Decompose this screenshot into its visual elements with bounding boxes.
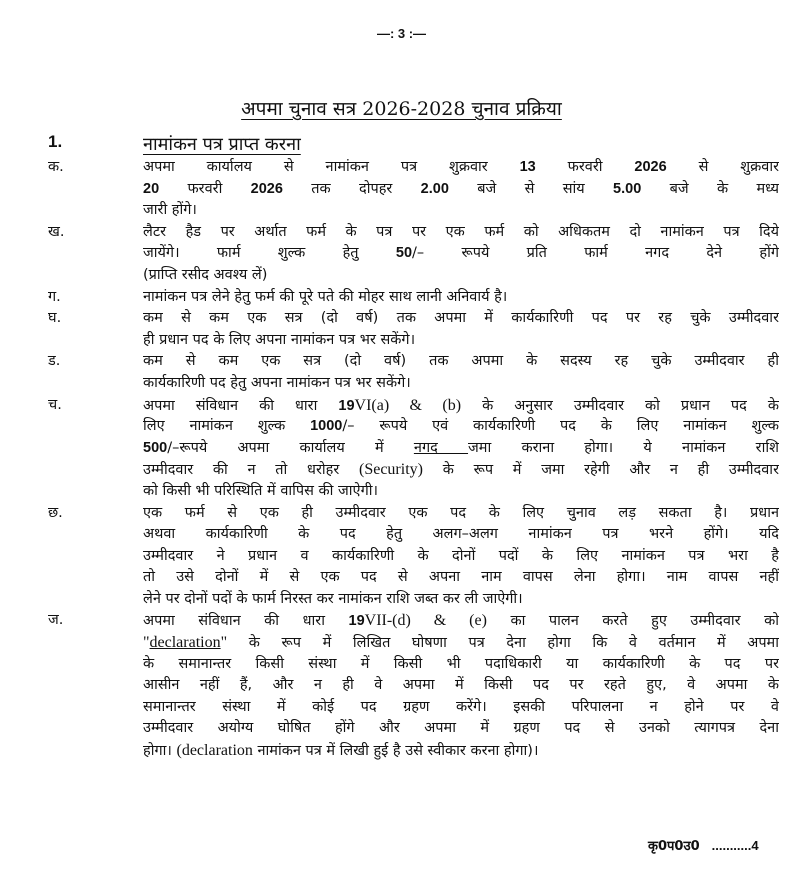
document-title xyxy=(0,95,803,121)
number-segment: 50 xyxy=(395,245,413,262)
text-segment: आसीन नहीं हैं, और न ही वे अपमा में किसी पद पर रहते हुए, वे अपमा के xyxy=(143,677,779,694)
section-heading: नामांकन पत्र प्राप्त करना xyxy=(143,134,301,155)
text-segment: तक दोपहर xyxy=(282,180,421,197)
text-segment: जमा कराना होगा। ये नामांकन राशि xyxy=(468,439,779,456)
text-segment: के समानान्तर किसी संस्था में किसी भी पदाधिकारी या कार्यकारिणी के पद पर xyxy=(143,655,779,672)
clause-item xyxy=(0,308,803,351)
text-segment: /–रूपये अपमा कार्यालय में xyxy=(167,439,414,456)
clause-line xyxy=(143,438,779,460)
clause-line xyxy=(143,524,779,546)
clause-line xyxy=(143,222,779,244)
clause-line xyxy=(143,589,779,611)
section-header xyxy=(0,132,803,158)
clause-line xyxy=(143,632,779,654)
clause-label: क. xyxy=(48,159,64,175)
number-segment: 2026 xyxy=(634,159,667,175)
clause-label: ड. xyxy=(48,353,61,370)
clause-item xyxy=(0,395,803,503)
text-segment: फरवरी xyxy=(535,159,635,175)
clause-body xyxy=(143,351,779,394)
clause-item xyxy=(0,287,803,309)
latin-segment: " xyxy=(143,634,150,652)
text-segment: का पालन करते हुए उम्मीदवार को xyxy=(486,613,779,630)
clause-label: च. xyxy=(48,396,62,413)
text-segment: तो उसे दोनों में से एक पद से अपना नाम वापस लेना होगा। नाम वापस नहीं xyxy=(143,569,779,586)
clause-item xyxy=(0,610,803,761)
latin-segment: VI(a) & (b) xyxy=(354,396,462,414)
text-segment: बजे के मध्य xyxy=(641,180,779,197)
text-segment: बजे से सांय xyxy=(448,180,614,197)
number-segment: 19 xyxy=(348,613,365,630)
clause-line xyxy=(143,351,779,373)
clause-line xyxy=(143,373,779,395)
latin-segment: VII-(d) & (e) xyxy=(364,612,487,630)
underlined-segment: नगद xyxy=(413,439,469,456)
text-segment: के अनुसार उम्मीदवार को प्रधान पद के xyxy=(461,397,779,414)
latin-segment: (declaration xyxy=(176,742,253,760)
clause-label: ज. xyxy=(48,612,64,629)
text-segment: अपमा संविधान की धारा xyxy=(143,613,349,630)
footer-continuation: ...........4 xyxy=(711,838,759,853)
latin-segment: " xyxy=(220,634,228,652)
text-segment: अथवा कार्यकारिणी के पद हेतु अलग–अलग नामांकन पत्र भरने होंगे। यदि xyxy=(143,526,779,543)
footer-code: कृ0प0उ0 xyxy=(648,839,700,854)
number-segment: 1000 xyxy=(310,418,343,435)
text-segment: /– रूपये प्रति फार्म नगद देने होंगे xyxy=(412,245,779,262)
clause-line xyxy=(143,416,779,438)
clause-item xyxy=(0,222,803,287)
clause-body xyxy=(143,157,779,222)
clause-item xyxy=(0,503,803,611)
number-segment: 19 xyxy=(338,397,355,414)
text-segment: (प्राप्ति रसीद अवश्य लें) xyxy=(143,266,268,283)
clause-line xyxy=(143,610,779,632)
clause-body xyxy=(143,395,779,503)
latin-segment: (Security) xyxy=(359,461,423,479)
clause-line xyxy=(143,287,779,309)
document-title-text: अपमा चुनाव सत्र 2026-2028 चुनाव प्रक्रिया xyxy=(241,98,562,120)
clause-body xyxy=(143,610,779,761)
clause-line xyxy=(143,308,779,330)
clause-line xyxy=(143,330,779,352)
text-segment: होगा। xyxy=(143,743,177,760)
page-footer xyxy=(648,836,759,854)
clause-body xyxy=(143,287,779,309)
clause-label: ख. xyxy=(48,223,65,240)
text-segment: फरवरी xyxy=(159,180,251,197)
number-segment: 5.00 xyxy=(613,180,642,197)
clause-line xyxy=(143,697,779,719)
text-segment: नामांकन पत्र में लिखी हुई है उसे स्वीकार करना होगा)। xyxy=(252,743,539,760)
clause-line xyxy=(143,481,779,503)
text-segment: अपमा कार्यालय से नामांकन पत्र शुक्रवार xyxy=(143,159,520,175)
number-segment: 2.00 xyxy=(420,180,449,197)
page-number: —: 3 :— xyxy=(376,26,427,41)
clause-line xyxy=(143,567,779,589)
clause-label: ग. xyxy=(48,288,61,305)
clause-line xyxy=(143,243,779,265)
text-segment: उम्मीदवार की न तो धरोहर xyxy=(143,462,359,479)
text-segment: नामांकन पत्र लेने हेतु फर्म की पूरे पते की मोहर साथ लानी अनिवार्य है। xyxy=(143,288,508,305)
clause-line xyxy=(143,718,779,740)
number-segment: 2026 xyxy=(250,180,283,197)
section-number: 1. xyxy=(48,132,63,151)
text-segment: कम से कम एक सत्र (दो वर्ष) तक अपमा के सदस्य रह चुके उम्मीदवार ही xyxy=(143,353,779,370)
clause-line xyxy=(143,546,779,568)
clause-line xyxy=(143,740,779,762)
clause-body xyxy=(143,222,779,287)
clause-line xyxy=(143,179,779,201)
text-segment: के रूप में जमा रहेगी और न ही उम्मीदवार xyxy=(422,462,779,479)
clause-line xyxy=(143,395,779,417)
clause-item xyxy=(0,351,803,394)
text-segment: उम्मीदवार अयोग्य घोषित होंगे और अपमा में ग्रहण पद से उनको त्यागपत्र देना xyxy=(143,720,779,737)
clause-line xyxy=(143,675,779,697)
clause-line xyxy=(143,265,779,287)
clause-line xyxy=(143,459,779,481)
text-segment: कार्यकारिणी पद हेतु अपना नामांकन पत्र भर सकेंगे। xyxy=(143,374,411,391)
clause-item xyxy=(0,157,803,222)
clause-line xyxy=(143,200,779,222)
clause-body xyxy=(143,308,779,351)
clause-line xyxy=(143,654,779,676)
text-segment: जारी होंगे। xyxy=(143,202,197,219)
clause-body xyxy=(143,503,779,611)
text-segment: /– रूपये एवं कार्यकारिणी पद के लिए नामांकन शुल्क xyxy=(342,418,779,435)
text-segment: समानान्तर संस्था में कोई पद ग्रहण करेंगे। इसकी परिपालना न होने पर वे xyxy=(143,698,779,715)
text-segment: ही प्रधान पद के लिए अपना नामांकन पत्र भर सकेंगे। xyxy=(143,331,416,348)
text-segment: उम्मीदवार ने प्रधान व कार्यकारिणी के दोनों पदों के लिए नामांकन पत्र भरा है xyxy=(143,547,779,564)
clause-label: घ. xyxy=(48,310,62,327)
clause-list xyxy=(0,157,803,762)
clause-line xyxy=(143,503,779,525)
text-segment: को किसी भी परिस्थिति में वापिस की जाऐगी। xyxy=(143,482,378,499)
text-segment: एक फर्म से एक ही उम्मीदवार एक पद के लिए चुनाव लड़ सकता है। प्रधान xyxy=(143,504,779,521)
number-segment: 500 xyxy=(143,439,168,456)
text-segment: लिए नामांकन शुल्क xyxy=(143,418,311,435)
text-segment: कम से कम एक सत्र (दो वर्ष) तक अपमा में कार्यकारिणी पद पर रह चुके उम्मीदवार xyxy=(143,310,779,327)
text-segment: के रूप में लिखित घोषणा पत्र देना होगा कि वे वर्तमान में अपमा xyxy=(227,635,779,652)
text-segment: अपमा संविधान की धारा xyxy=(143,397,339,414)
number-segment: 20 xyxy=(143,180,160,197)
text-segment: लेने पर दोनों पदों के फार्म निरस्त कर नामांकन राशि जब्त कर ली जाऐगी। xyxy=(143,590,523,607)
text-segment: लैटर हैड पर अर्थात फर्म के पत्र पर एक फर्म को अधिकतम दो नामांकन पत्र दिये xyxy=(143,223,779,240)
text-segment: से शुक्रवार xyxy=(666,159,779,175)
underlined-latin-segment: declaration xyxy=(149,634,221,652)
clause-label: छ. xyxy=(48,504,63,521)
number-segment: 13 xyxy=(519,159,536,175)
text-segment: जायेंगे। फार्म शुल्क हेतु xyxy=(143,245,396,262)
clause-line xyxy=(143,157,779,179)
